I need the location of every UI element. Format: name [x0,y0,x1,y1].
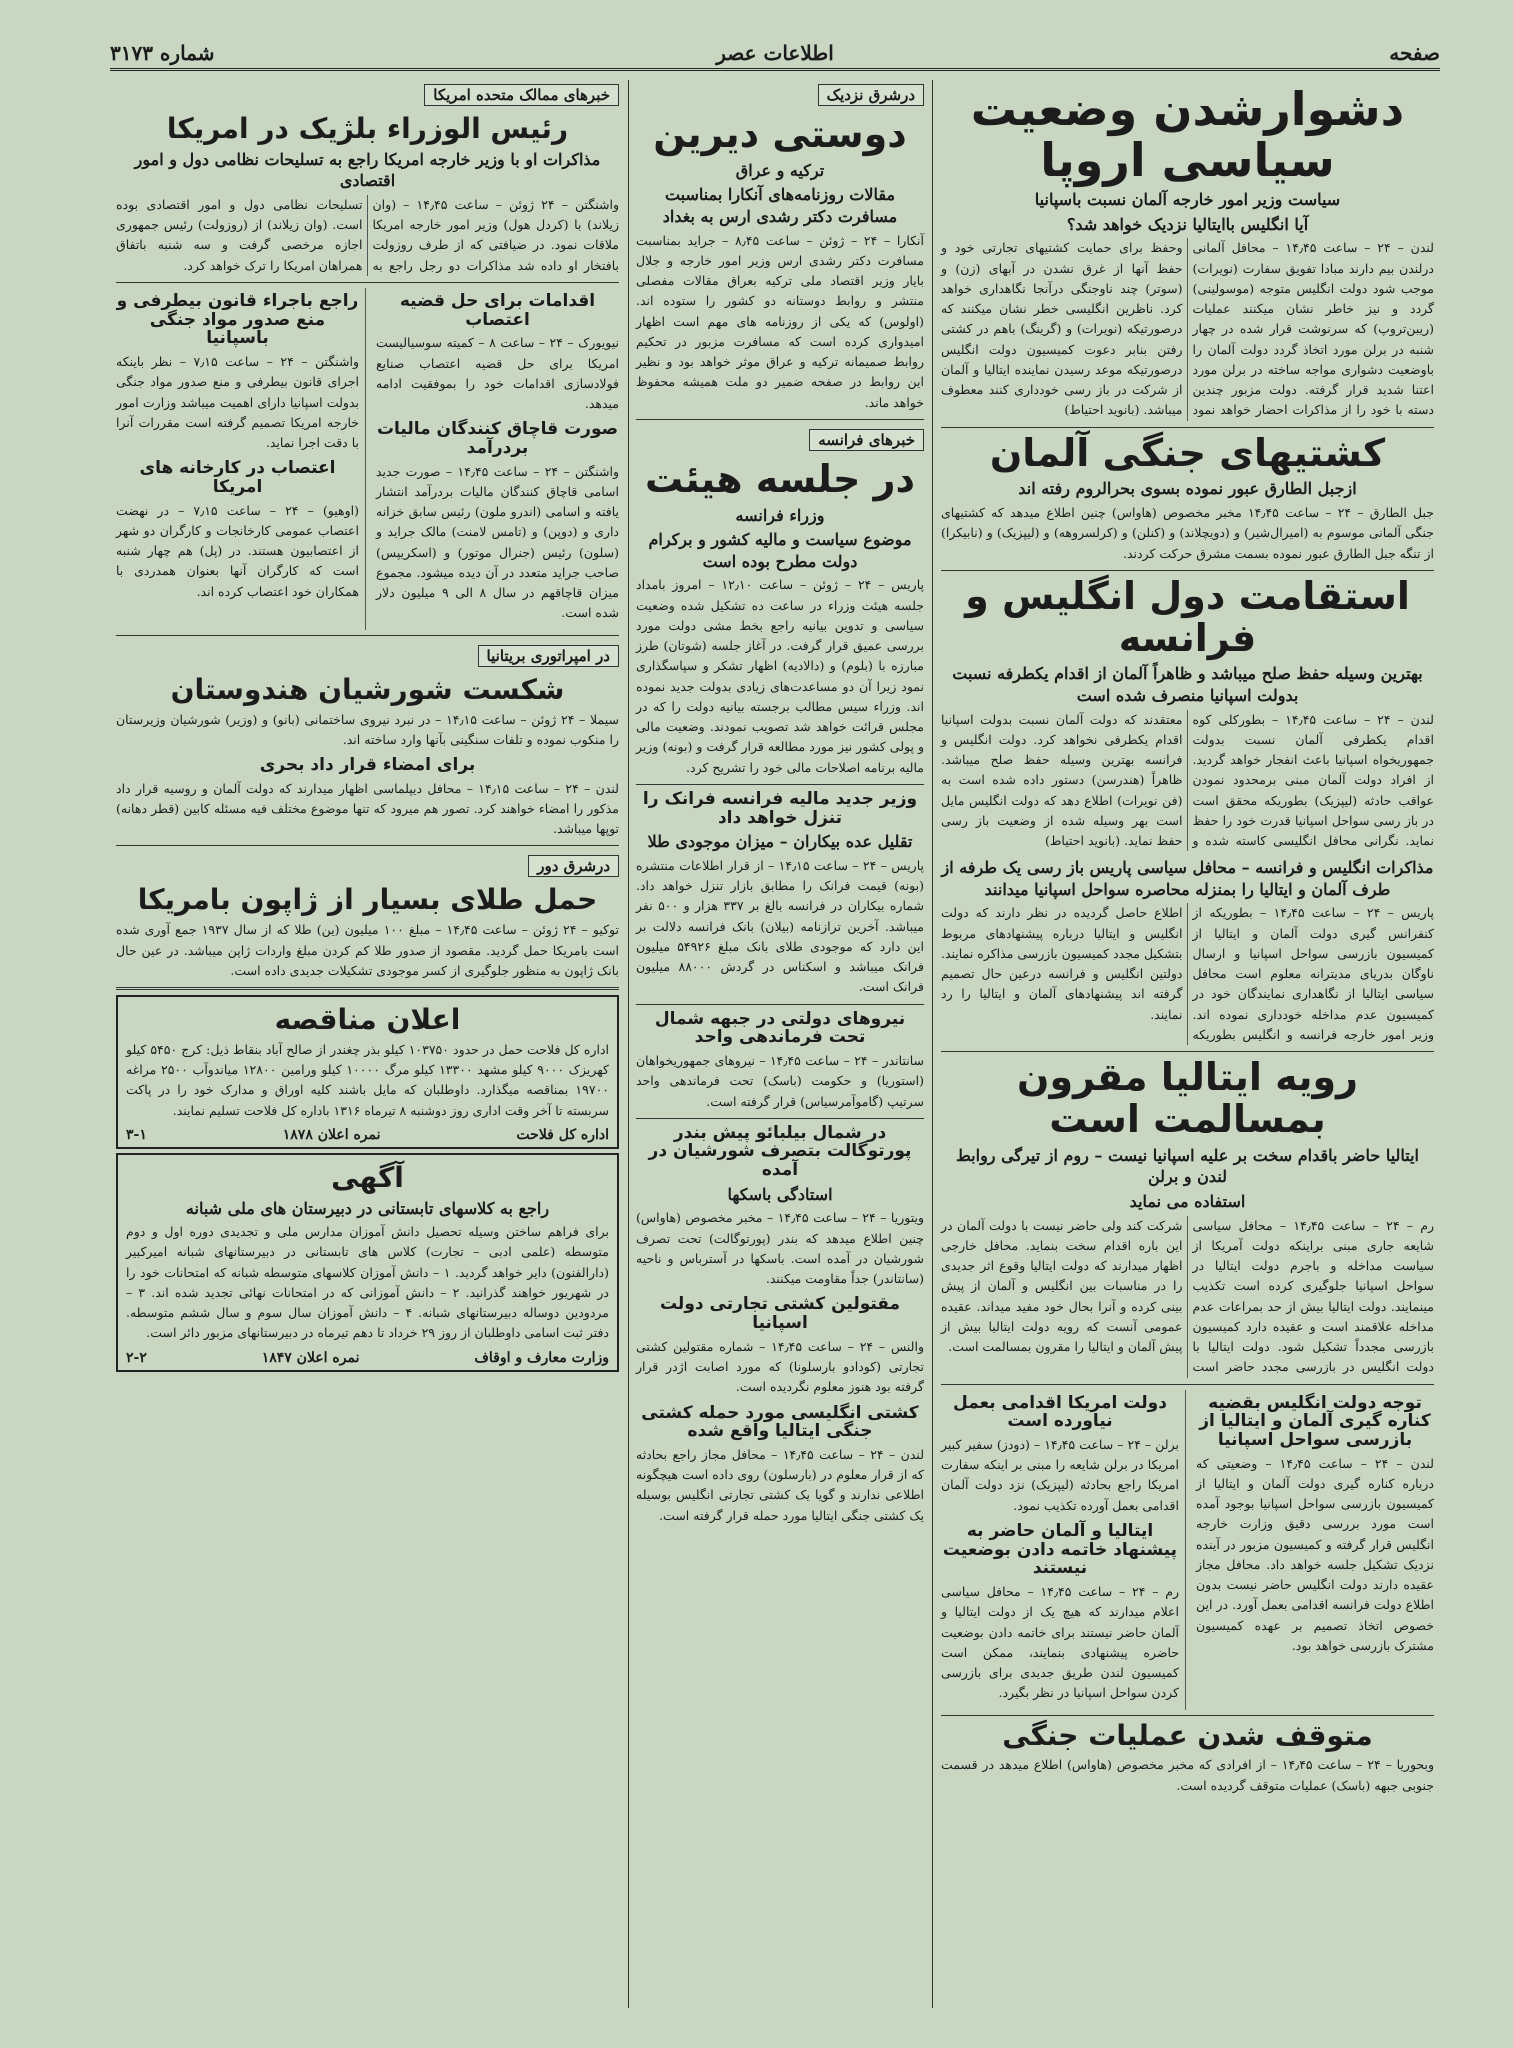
sub-column [116,288,366,630]
headline-cabinet-session: در جلسه هیئت [644,456,916,501]
section-kicker: در امپراتوری بریتانیا [478,645,619,667]
article-body: (اوهیو) – ۲۴ – ساعت ۷٫۱۵ – در نهضت اعتصاب عمومی کارخانجات و کارگران دو شهر از اعتصابیون هستند. در (پل) هم چهار شنبه است که کارگران آنها بعنوان همدردی با همکاران خود اعتصاب کرده اند. [116,502,359,599]
divider [941,570,1434,571]
headline-notice: آگهی [331,1160,404,1194]
page-label: صفحه [1389,41,1440,65]
divider [116,282,619,283]
tender-notice [116,995,619,1149]
divider [941,427,1434,428]
article-body: برلن – ۲۴ – ساعت ۱۴٫۴۵ – (دودز) سفیر کبیر امریکا در برلن شایعه را مبنی بر اینکه سفارت امریکا راجع بحادثه (لیپزیک) نزد دولت آلمان اقدامی بعمل آورده تکذیب نمود. [941,1436,1179,1513]
subheadline: مذاکرات انگلیس و فرانسه – محافل سیاسی پاریس باز رسی یک طرفه از طرف آلمان و ایتالیا را بمنزله محاصره سواحل اسپانیا میدانند [941,858,1434,899]
headline-british-ship: کشتی انگلیسی مورد حمله کشتی جنگی ایتالیا واقع شده [641,1402,919,1442]
headline-italy: رویه ایتالیا مقرون بمسالمت است [1017,1055,1358,1142]
subheadline: مذاکرات او با وزیر خارجه امریکا راجع به تسلیحات نظامی دول و امور اقتصادی [134,149,601,191]
article-body: لندن – ۲۴ – ساعت ۱۴٫۴۵ – محافل آلمانی درلندن بیم دارند مبادا تفویق سفارت (نویرات) موجب شود دولت انگلیس متوجه (موسولینی) گردد و نیز خاطر نشان میکنند عملیات (ریبن‌تروپ) که سرنوشت قرار شده در چهار شنبه در برلن مورد اتخاذ گردد دولت آلمان را باوضعیت دشواری مواجه ساخته در برلن مورد اعتنا شدید قرار گرفته. دولت مزبور چندین دسته با خود را از مذاکرات احضار خواهد نمود وحفظ برای حمایت کشتیهای تجارتی خود و حفظ آنها از غرق نشدن در آبهای (زن) و (سوتر) چند ناوجنگی درآنجا نگاهداری خواهد کرد. ناظرین انگلیسی خطر نشان میکنند که درصورتیکه (نویرات) و (گرینگ) باهم در کشتی رفتن بنابر دعوت کمیسیون دولت انگلیس درصورتیکه موعد رسیدن نماینده ایتالیا و آلمان از شرکت در باز رسی خودداری کنند معطوف میباشد. (بانوید احتیاط) [941,240,1434,418]
article-body: آنکارا – ۲۴ – ژوئن – ساعت ۸٫۴۵ – جراید بمناسبت مسافرت دکتر رشدی ارس وزیر امور خارجه و جلال بایار وزیر اقتصاد ملی ترکیه بعراق مقالات مفصلی منتشر و روابط دوستانه دو کشور را ستوده اند. (اولوس) که یکی از روزنامه های مهم است اظهار امیدواری کرده است که مسافرت مزبور در تحکیم روابط صمیمانه ترکیه و عراق موثر خواهد بود و نظیر این روابط در صفحه ضمیر دو ملت همیشه محفوظ خواهد ماند. [636,232,924,410]
notice-signature [126,1127,609,1143]
subheadline: آیا انگلیس باایتالیا نزدیک خواهد شد؟ [1066,214,1309,234]
notice-count: ۳-۱ [126,1126,147,1143]
headline-old-friendship: دوستی دیرین [653,112,907,156]
headline-factory-strike: اعتصاب در کارخانه های امریکا [139,458,336,497]
masthead [110,38,1440,71]
subheadline: ایتالیا حاضر باقدام سخت بر علیه اسپانیا نیست – روم از تیرگی روابط لندن و برلن [955,1145,1419,1187]
divider [636,784,924,785]
subheadline: ازجبل الطارق عبور نموده بسوی بحرالروم رفته اند [1018,479,1357,499]
article-body: والنس – ۲۴ – ساعت ۱۴٫۴۵ – شماره مقتولین کشتی تجارتی (کودادو بارسلونا) که مورد اصابت اژدر قرار گرفته بود هنوز معلوم نگردیده است. [636,1338,924,1395]
column-middle [630,80,930,2008]
notice-count: ۲-۲ [126,1349,147,1366]
article-body: لندن – ۲۴ – ساعت ۱۴٫۴۵ – بطورکلی کوه اقدام یکطرفی آلمان نسبت بدولت جمهوریخواه اسپانیا باعث انفجار خواهد گردید. از افراد دولت آلمان مبنی برمحدود نمودن عواقب حادثه (لیپزیک) بطوریکه محقق است در باز رسی سواحل اسپانیا قدرت خود را حفظ نماید. نگرانی محافل انگلیسی کاسته شده و معتقدند که دولت آلمان نسبت بدولت اسپانیا اقدام یکطرفی نخواهد کرد. دولت انگلیس و فرانسه بهترین وسیله حفظ صلح میباشد. ظاهراً (هندرسن) دستور داده شده است به (فن نویرات) اطلاع دهد که دولت انگلیس مایل است بهر وسیله شده از وضعیت باز رسی حفظ نماید. (بانوید احتیاط) [941,711,1434,849]
divider [941,1384,1434,1385]
subheadline: بهترین وسیله حفظ صلح میباشد و ظاهراً آلمان از اقدام یکطرفه نسبت بدولت اسپانیا منصرف شده است [952,664,1423,705]
headline-italy-germany: ایتالیا و آلمان حاضر به پیشنهاد خاتمه دادن بوضعیت نیستند [942,1520,1178,1579]
article-body: جبل الطارق – ۲۴ – ساعت ۱۴٫۴۵ مخبر مخصوص (هاواس) چنین اطلاع میدهد که کشتیهای جنگی آلمانی موسوم به (امیرال‌شیر) و (دویچلاند) و (کنلن) و (کرلسروهه) و (لیپزیک) و (نابیکرا) از تنگه جبل الطارق عبور نموده بسمت مشرق حرکت کردند. [941,505,1435,561]
headline-europe: دشوارشدن وضعیت سیاسی اروپا [970,82,1405,187]
article-body: ویتوریا – ۲۴ – ساعت ۱۴٫۴۵ – مخبر مخصوص (هاواس) چنین اطلاع میدهد که بندر (پورتوگالت) تحت تصرف شورشیان در آمده است. باسکها در آسترباس و ناحیه (سانتاندر) جداً مقاومت میکنند. [636,1210,924,1287]
article-body: رم – ۲۴ – ساعت ۱۴٫۴۵ – محافل سیاسی اعلام میدارند که هیچ یک از دولت ایتالیا و آلمان حاضر نیستند برای خاتمه دادن بوضعیت حاضره پیشنهادی بنمایند، ممکن است کمیسیون لندن طریق جدیدی برای بازرسی کردن سواحل اسپانیا در نظر بگیرد. [941,1584,1179,1701]
column-right [935,80,1440,2008]
article-body: پاریس – ۲۴ – ژوئن – ساعت ۱۲٫۱۰ – امروز بامداد جلسه هیئت وزراء در ساعت ده تشکیل شده وضعیت سیاسی و تدوین بیانیه راجع بخط مشی دولت مورد بررسی عمیق قرار گرفت. در آغاز جلسه (شوتان) طرز مبارزه با (بلوم) و (دالادیه) اظهار تشکر و سپاسگذاری نمود زیرا آن دو مساعدت‌های زیادی بدولت جدید نموده اند. وزراء سیس مطالب برجسته بیانیه دولت را که در مجلس قرائت خواهد شد تصویب نمودند. وضعیت مالی و پولی کشور نیز مورد مطالعه قرار گرفت و (بونه) وزیر مالیه برنامه اصلاحات مالی خود را تشریح کرد. [636,577,924,775]
article-body: لندن – ۲۴ – ساعت ۱۴٫۴۵ – وضعیتی که درباره کناره گیری دولت آلمان و ایتالیا از کمیسیون بازرسی سواحل اسپانیا بوجود آمده است مورد بررسی دقیق وزارت خارجه انگلیس قرار گرفته و کمیسیون مزبور در آینده نزدیک تشکیل جلسه خواهد داد. محافل مجاز عقیده دارند دولت انگلیس حاضر نیست بدون اطلاع دولت فرانسه اقدامی بعمل آورد. در این خصوص اتخاذ تصمیم بر عهده کمیسیون مشترک بازرسی خواهد بود. [1196,1455,1434,1653]
article-body: لندن – ۲۴ – ساعت ۱۴٫۴۵ – محافل مجاز راجع بحادثه که از قرار معلوم در (بارسلون) روی داده است هیچگونه اطلاعی ندارند و گویا یک کشتی تجارتی انگلیس بوسیله یک کشتی جنگی ایتالیا مورد حمله قرار گرفته است. [636,1446,924,1523]
article-body: سیملا – ۲۴ ژوئن – ساعت ۱۴٫۱۵ – در نبرد نیروی ساختمانی (بانو) و (وزیر) شورشیان وزیرستان را منکوب نموده و تلفات سنگینی بآنها وارد ساخته اند. [116,711,619,747]
column-rule [628,80,629,2008]
divider [636,1004,924,1005]
article-body: واشنگتن – ۲۴ ژوئن – ساعت ۱۴٫۴۵ – (وان زیلاند) با (کردل هول) وزیر امور خارجه امریکا ملاقات نمود. در ضیافتی که از طرف روزولت بافتخار او داده شد مذاکرات دو رجل راجع به تسلیحات نظامی دول و امور اقتصادی بوده است. (وان زیلاند) از (روزولت) رئیس جمهوری اجازه مرخصی گرفت و سه شنبه باتفاق همراهان امریکا را ترک خواهد کرد. [116,196,619,273]
section-kicker: خبرهای فرانسه [809,429,924,451]
divider [941,1715,1434,1716]
article-body: واشنگتن – ۲۴ – ساعت ۱۴٫۴۵ – صورت جدید اسامی قاچاق کنندگان مالیات بردرآمد انتشار یافته و اسامی (اندرو ملون) رئیس سابق خزانه داری و (دوپن) و (تامس لامنت) مالک جراید و (سلون) رئیس (جنرال موتور) و (اسکریپس) صاحب جراید متعدد در آن دیده میشود. مجموع میزان قاچاقهم در سال ۸ الی ۹ میلیون دلار شده است. [376,463,619,621]
subheadline: تقلیل عده بیکاران – میزان موجودی طلا [647,832,913,852]
sub-column [1196,1390,1434,1710]
section-kicker: درشرق دور [528,855,619,877]
headline-tax-evaders: صورت قاچاق کنندگان مالیات بردرآمد [376,419,619,459]
article-body: رم – ۲۴ – ساعت ۱۴٫۴۵ – محافل سیاسی شایعه جاری مبنی براینکه دولت آمریکا از سیاست مداخله و باجرم دولت ایتالیا در سواحل اسپانیا جلوگیری کرده است تکذیب مینمایند. دولت ایتالیا بیش از حد بمراعات عدم مداخله علاقمند است و عقیده دارد کمیسیون بازرسی مجدداً تشکیل شود. دولت ایتالیا با دولت انگلیس در بازرسی مجدد حاضر است شرکت کند ولی حاضر نیست با دولت آلمان در این باره اقدام سخت بنماید. محافل خارجی اظهار میدارند که دولت ایتالیا وقوع اثر جدیدی را در مناسبات بین انگلیس و آلمان از پیش بینی کرده و آنرا بحال خود مفید میداند. عقیده عمومی آنست که رویه دولت ایتالیا بیش از پیش آلمان و ایتالیا را مقرون بمسالمت است. [941,1217,1434,1375]
divider [941,1051,1434,1052]
headline-naval-treaty: برای امضاء قرار داد بحری [259,755,476,776]
headline-portugalete: در شمال بیلبائو پیش بندر پورتوگالت بتصرف شورشیان در آمده [648,1122,912,1181]
notice-number: نمره اعلان ۱۸۷۸ [282,1126,381,1143]
section-kicker: خبرهای ممالک متحده امریکا [424,84,619,106]
subheadline: راجع به کلاسهای تابستانی در دبیرستان های ملی شبانه [185,1198,550,1218]
subheadline: ترکیه و عراق [735,160,825,180]
article-body: پاریس – ۲۴ – ساعت ۱۴٫۱۵ – از قرار اطلاعات منتشره (بونه) قیمت فرانک را مطابق بازار تنزل خواهد داد. شماره بیکاران در فرانسه بالغ بر ۳۳۷ هزار و ۵۰۰ نفر میباشد. آخرین ترازنامه (بیلان) بانک فرانسه دلالت بر این دارد که موجودی طلای بانک مبلغ ۵۴۹۲۶ میلیون فرانک میباشد و اسکناس در گردش ۸۸۰۰۰ میلیون فرانک است. [636,857,925,995]
two-col-block [116,288,619,630]
subheadline: وزراء فرانسه [735,505,825,525]
paper-name: اطلاعات عصر [716,41,834,65]
notice-number: نمره اعلان ۱۸۴۷ [261,1349,360,1366]
headline-casualties: مقتولین کشتی تجارتی دولت اسپانیا [659,1294,901,1334]
subheadline: سیاست وزیر امور خارجه آلمان نسبت باسپانیا [1034,190,1341,210]
headline-government-forces: نیروهای دولتی در جبهه شمال تحت فرماندهی واحد [654,1008,906,1048]
sub-column [376,288,619,630]
school-notice [116,1153,619,1372]
divider [636,419,924,420]
headline-japan-gold: حمل طلای بسیار از ژاپون بامریکا [137,883,598,917]
article-body: سانتاندر – ۲۴ – ساعت ۱۴٫۴۵ – نیروهای جمهوریخواهان (استوریا) و حکومت (باسک) تحت فرماندهی واحد سرتیپ (گاموآمرسیاس) قرار گرفته است. [636,1053,924,1109]
two-col-block [941,1390,1434,1710]
headline-neutrality-law: راجع باجراء قانون بیطرفی و منع صدور مواد جنگی باسپانیا [116,290,359,349]
divider [636,1118,924,1119]
headline-america: دولت امریکا اقدامی بعمل نیاورده است [953,1392,1167,1432]
subheadline: موضوع سیاست و مالیه کشور و برکرام دولت مطرح بوده است [648,530,912,571]
headline-india-rebels: شکست شورشیان هندوستان [170,672,565,706]
notice-body: اداره کل فلاحت حمل در حدود ۱۰۳۷۵۰ کیلو بذر چغندر از صالح آباد بنقاط ذیل: کرج ۵۴۵۰ کیلو کهریزک ۹۰۰۰ کیلو مشهد ۱۳۳۰۰ کیلو مرگ ۱۰۰۰۰ کیلو ورامین ۱۲۸۰۰ میاندوآب ۲۵۰۰ مراغه ۱۹۷۰۰ بمناقصه میگذارد. داوطلبان که مایل باشند کلیه اوراق و مدارک خود را در پاکت سربسته تا آخر وقت اداری روز دوشنبه ۸ تیرماه ۱۳۱۶ باداره کل فلاحت تسلیم نمایند. [126,1041,609,1118]
subheadline: استفاده می نماید [1129,1192,1246,1212]
notice-signer: اداره کل فلاحت [516,1126,609,1143]
headline-german-warships: کشتیهای جنگی آلمان [989,430,1386,475]
notice-signature [126,1350,609,1366]
article-body: توکیو – ۲۴ ژوئن – ساعت ۱۴٫۴۵ – مبلغ ۱۰۰ میلیون (ین) طلا که از سال ۱۹۳۷ جمع آوری شده است بامریکا حمل گردید. مقصود از صدور طلا کم کردن مبلغ واردات ژاپن میباشد. در عین حال بانک ژاپون به منظور جلوگیری از کسر موجودی تشکیلات جدیدی داده است. [116,922,619,978]
column-left [110,80,625,2008]
subheadline: استادگی باسکها [727,1184,833,1204]
article-body: پاریس – ۲۴ – ساعت ۱۴٫۴۵ – بطوریکه از کنفرانس گیری دولت آلمان و ایتالیا از کمیسیون بازرسی سواحل اسپانیا و ارسال ناوگان بدریای مدیترانه معلوم است محافل سیاسی ایتالیا از نگاهداری نمایندگان خود در کمیسیون عدم مداخله خودداری نموده اند. وزیر امور خارجه فرانسه و انگلیس بطوریکه اطلاع حاصل گردیده در نظر دارند که دولت انگلیس و ایتالیا درباره پیشنهادهای مربوط بتشکیل مجدد کمیسیون بازرسی مذاکره نمایند. دولتین انگلیس و فرانسه درعین حال تصمیم گرفته اند پیشنهادهای آلمان و ایتالیا را رد نمایند. [941,905,1435,1042]
headline-franc: وزیر جدید مالیه فرانسه فرانک را تنزل خواهد داد [642,788,918,828]
divider [116,635,619,636]
headline-halt-operations: متوقف شدن عملیات جنگی [1002,1718,1373,1752]
headline-britain-attention: توجه دولت انگلیس بقضیه کناره گیری آلمان و ایتالیا از بازرسی سواحل اسپانیا [1199,1392,1431,1450]
headline-strike-resolution: اقدامات برای حل قضیه اعتصاب [399,290,596,330]
article-body: نیویورک – ۲۴ – ساعت ۸ – کمیته سوسیالیست امریکا برای حل قضیه اعتصاب صنایع فولادسازی اقدامات خود را بموفقیت ادامه میدهد. [376,335,619,412]
headline-tender: اعلان مناقصه [274,1003,461,1037]
divider [116,987,619,990]
subheadline: مقالات روزنامه‌های آنکارا بمناسبت مسافرت دکتر رشدی ارس به بغداد [662,185,898,226]
article-body: واشنگتن – ۲۴ – ساعت ۷٫۱۵ – نظر باینکه اجرای قانون بیطرفی و منع صدور مواد جنگی بدولت اسپانیا دارای اهمیت میباشد وزارت امور خارجه امریکا تصمیم گرفته است مقررات آنرا با دقت اجرا نماید. [116,354,359,451]
headline-belgian-pm: رئیس الوزراء بلژیک در امریکا [166,112,569,145]
article-body: لندن – ۲۴ – ساعت ۱۴٫۱۵ – محافل دیپلماسی اظهار میدارند که دولت آلمان و روسیه قرار داد مذکور را امضاء خواهند کرد. تصور هم میرود که تنها موضوع مختلف فیه مسئله کابین (قطر دهانه) توپها میباشد. [116,780,619,837]
sub-column [941,1390,1186,1710]
article-body: وبحوریا – ۲۴ – ساعت ۱۴٫۴۵ – از افرادی که مخبر مخصوص (هاواس) اطلاع میدهد در قسمت جنوبی جبهه (باسک) عملیات متوقف گردیده است. [941,1757,1435,1793]
headline-britain-france: استقامت دول انگلیس و فرانسه [965,573,1410,660]
section-kicker: درشرق نزدیک [818,84,924,106]
issue-number: شماره ۳۱۷۳ [110,41,215,65]
notice-signer: وزارت معارف و اوقاف [474,1349,609,1366]
column-rule [932,80,933,2008]
divider [116,845,619,846]
notice-body: برای فراهم ساختن وسیله تحصیل دانش آموزان مدارس ملی و تجدیدی دوره اول و دوم متوسطه (علمی ادبی – تجارت) کلاس های تابستانی در دبیرستانهای شبانه امیرکبیر (دارالفنون) دایر خواهد گردید. ۱ – دانش آموزان کلاسهای متوسطه شبانه که امتحانات خود را در شهریور خواهند گذرانید. ۲ – دانش آموزانی که در امتحانات نهائی تجدید شده اند. ۳ – مردودین دوساله دبیرستانهای شبانه. ۴ – دانش آموزان سال سوم و سال ششم متوسطه. دفتر ثبت اسامی داوطلبان از روز ۲۹ خرداد تا دهم تیرماه در دبیرستانهای مزبور دائر است. [126,1224,609,1341]
